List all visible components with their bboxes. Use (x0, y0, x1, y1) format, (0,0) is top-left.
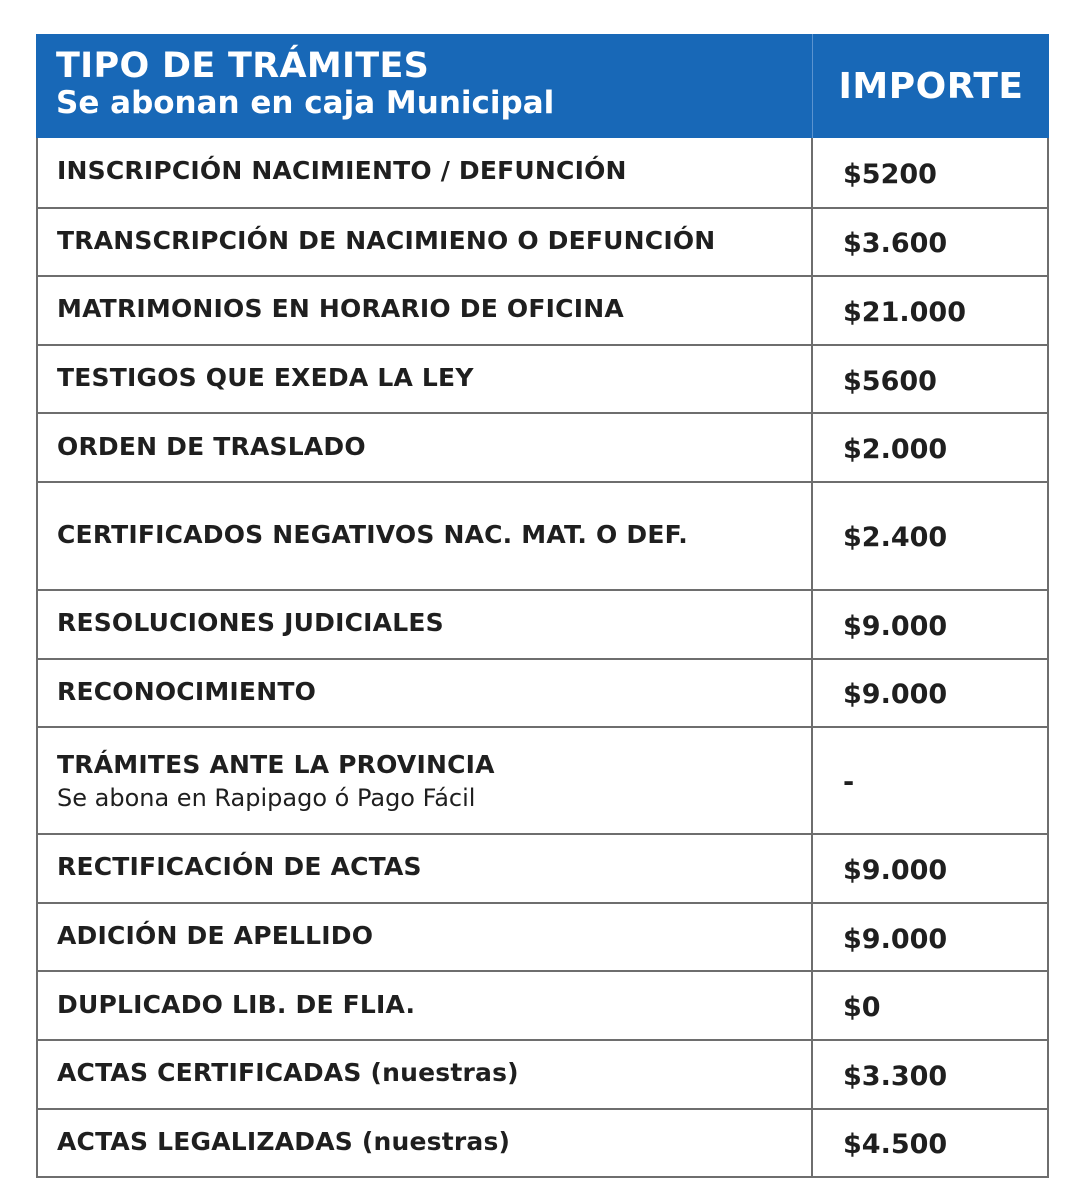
amount-cell: $2.000 (843, 434, 948, 466)
procedure-cell (38, 904, 813, 971)
procedure-cell (38, 277, 813, 344)
table-row (38, 1108, 1047, 1177)
procedure-cell (38, 591, 813, 658)
procedure-note: Se abona en Rapipago ó Pago Fácil (57, 783, 476, 812)
amount-cell: $9.000 (843, 679, 948, 711)
amount-cell: $9.000 (843, 610, 948, 642)
table-row (38, 275, 1047, 344)
procedure-label: DUPLICADO LIB. DE FLIA. (57, 989, 416, 1019)
table-row (38, 207, 1047, 276)
procedure-label: ACTAS CERTIFICADAS (nuestras) (57, 1058, 519, 1088)
procedure-label: ORDEN DE TRASLADO (57, 431, 366, 461)
amount-cell: $3.600 (843, 228, 948, 260)
table-row (38, 970, 1047, 1039)
procedure-label: ADICIÓN DE APELLIDO (57, 921, 374, 951)
table-row (38, 902, 1047, 971)
procedure-cell (38, 835, 813, 902)
header-amount-cell: IMPORTE (838, 65, 1024, 107)
amount-cell: $5600 (843, 365, 937, 397)
table-row (38, 344, 1047, 413)
table-row (38, 726, 1047, 833)
amount-cell: - (843, 767, 855, 799)
header-subtitle: Se abonan en caja Municipal (56, 85, 555, 121)
procedure-cell (38, 728, 813, 833)
procedure-cell (38, 1110, 813, 1177)
procedure-label: TRANSCRIPCIÓN DE NACIMIENO O DEFUNCIÓN (57, 225, 716, 255)
amount-cell: $5200 (843, 158, 937, 190)
amount-cell: $4.500 (843, 1129, 948, 1161)
procedure-label: CERTIFICADOS NEGATIVOS NAC. MAT. O DEF. (57, 519, 688, 549)
procedure-label: INSCRIPCIÓN NACIMIENTO / DEFUNCIÓN (57, 156, 627, 186)
amount-cell: $9.000 (843, 923, 948, 955)
procedure-cell (38, 483, 813, 589)
procedure-cell (38, 972, 813, 1039)
procedure-label: RECONOCIMIENTO (57, 676, 317, 706)
procedure-cell (38, 1041, 813, 1108)
procedure-cell (38, 209, 813, 276)
procedure-label: MATRIMONIOS EN HORARIO DE OFICINA (57, 294, 624, 324)
table-row (38, 658, 1047, 727)
procedure-label: TRÁMITES ANTE LA PROVINCIA (57, 749, 495, 779)
table-row (38, 833, 1047, 902)
header-title: TIPO DE TRÁMITES (56, 46, 430, 86)
amount-cell: $0 (843, 992, 881, 1024)
header-procedure-type-cell (36, 34, 813, 138)
table-row (38, 138, 1047, 207)
fees-table (36, 34, 1049, 1178)
procedure-label: ACTAS LEGALIZADAS (nuestras) (57, 1126, 511, 1156)
amount-cell: $2.400 (843, 522, 948, 554)
table-header (36, 34, 1049, 138)
procedure-cell (38, 660, 813, 727)
procedure-label: RECTIFICACIÓN DE ACTAS (57, 852, 422, 882)
procedure-label: RESOLUCIONES JUDICIALES (57, 608, 444, 638)
procedure-cell (38, 414, 813, 481)
amount-cell: $9.000 (843, 854, 948, 886)
table-row (38, 412, 1047, 481)
table-row (38, 481, 1047, 589)
table-row (38, 589, 1047, 658)
procedure-cell (38, 138, 813, 207)
amount-cell: $3.300 (843, 1060, 948, 1092)
amount-cell: $21.000 (843, 296, 966, 328)
table-row (38, 1039, 1047, 1108)
procedure-label: TESTIGOS QUE EXEDA LA LEY (57, 363, 474, 393)
procedure-cell (38, 346, 813, 413)
